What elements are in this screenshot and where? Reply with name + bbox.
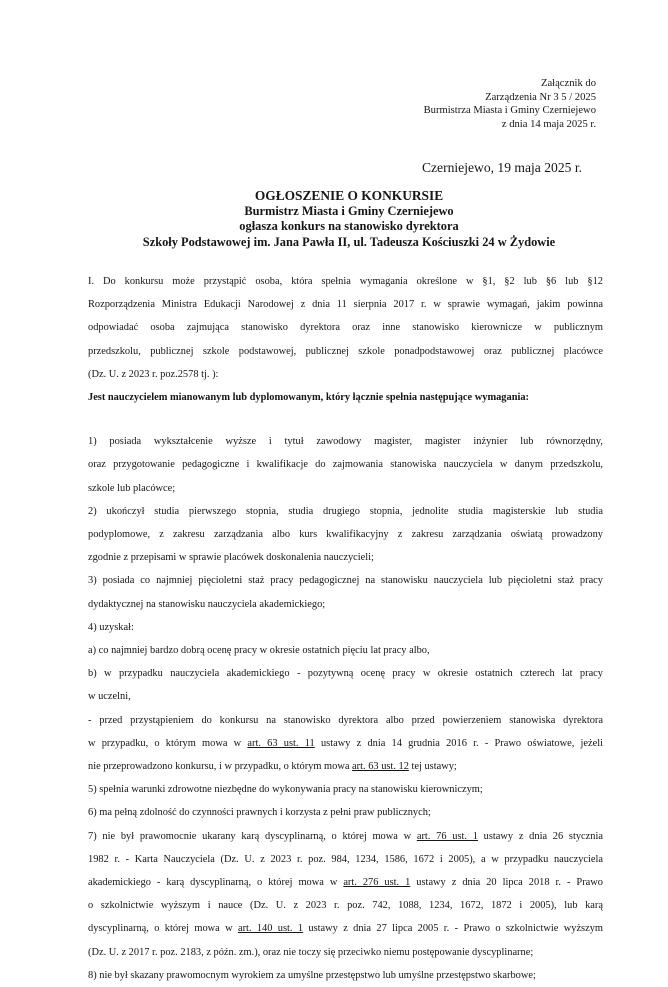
list-item-line: w uczelni, bbox=[88, 691, 131, 703]
place-and-date: Czerniejewo, 19 maja 2025 r. bbox=[421, 160, 582, 175]
text-span: w przypadku, o którym mowa w bbox=[88, 737, 248, 749]
annex-line: Załącznik do bbox=[540, 78, 596, 89]
heading-line: ogłasza konkurs na stanowisko dyrektora bbox=[239, 219, 459, 234]
intro-line: odpowiadać osoba zajmująca stanowisko dyrektora oraz inne stanowisko kierownicze w publicznym bbox=[88, 322, 603, 334]
heading-line: Burmistrz Miasta i Gminy Czerniejewo bbox=[244, 203, 454, 218]
text-span: 7) nie był prawomocnie ukarany karą dyscyplinarną, o której mowa w bbox=[88, 830, 417, 842]
list-item-line: 1) posiada wykształcenie wyższe i tytuł zawodowy magister, magister inżynier lub równorzędny, bbox=[88, 436, 603, 448]
annex-line: Burmistrza Miasta i Gminy Czerniejewo bbox=[423, 105, 596, 117]
list-item-line bbox=[88, 732, 603, 755]
list-item-line: o szkolnictwie wyższym i nauce (Dz. U. z 2023 r. poz. 742, 1088, 1234, 1672, 1872 i 2005), lub karą bbox=[88, 900, 603, 912]
annex-line: z dnia 14 maja 2025 r. bbox=[501, 118, 596, 130]
list-item-line bbox=[88, 917, 603, 940]
intro-line: przedszkolu, publicznej szkole podstawowej, publicznej szkole ponadpodstawowej oraz publicznej placówce bbox=[88, 345, 603, 357]
list-item-line: 3) posiada co najmniej pięcioletni staż pracy pedagogicznej na stanowisku nauczyciela lub pięcioletni staż pracy bbox=[88, 575, 603, 587]
text-span: nie przeprowadzono konkursu, i w przypadku, o którym mowa bbox=[88, 761, 353, 773]
legal-reference-link[interactable]: art. 63 ust. 12 bbox=[352, 761, 409, 773]
list-item-line: (Dz. U. z 2017 r. poz. 2183, z późn. zm.), oraz nie toczy się przeciwko niemu postępowanie dyscyplinarne; bbox=[88, 946, 534, 958]
intro-line: (Dz. U. z 2023 r. poz.2578 tj. ): bbox=[88, 368, 219, 380]
announcement-heading bbox=[0, 188, 668, 250]
text-span: ustawy z dnia 14 grudnia 2016 r. - Prawo oświatowe, jeżeli bbox=[314, 737, 604, 749]
list-item-line: - przed przystąpieniem do konkursu na stanowisko dyrektora albo przed powierzeniem stanowiska dyrektora bbox=[88, 714, 603, 726]
list-item-line: 4) uzyskał: bbox=[88, 621, 134, 633]
intro-line: Rozporządzenia Ministra Edukacji Narodowej z dnia 11 sierpnia 2017 r. w sprawie wymagań, jakim powinna bbox=[88, 299, 603, 311]
legal-reference-link[interactable]: art. 276 ust. 1 bbox=[343, 877, 411, 889]
legal-reference-link[interactable]: art. 140 ust. 1 bbox=[237, 923, 304, 935]
list-item-line: a) co najmniej bardzo dobrą ocenę pracy w okresie ostatnich pięciu lat pracy albo, bbox=[88, 645, 430, 657]
list-item-line: 5) spełnia warunki zdrowotne niezbędne do wykonywania pracy na stanowisku kierowniczym; bbox=[88, 784, 483, 796]
text-span: ustawy z dnia 27 lipca 2005 r. - Prawo o szkolnictwie wyższym bbox=[303, 923, 603, 935]
text-span: ustawy z dnia 26 stycznia bbox=[477, 830, 603, 842]
list-item-line bbox=[88, 755, 603, 778]
requirements-heading: Jest nauczycielem mianowanym lub dyplomowanym, który łącznie spełnia następujące wymagania: bbox=[88, 392, 530, 404]
annex-line: Zarządzenia Nr 3 5 / 2025 bbox=[485, 91, 596, 103]
text-span: dyscyplinarną, o której mowa w bbox=[88, 923, 238, 935]
list-item-line: oraz przygotowanie pedagogiczne i kwalifikacje do zajmowania stanowiska nauczyciela w danym przedszkolu, bbox=[88, 459, 603, 471]
list-item-line: b) w przypadku nauczyciela akademickiego - pozytywną ocenę pracy w okresie ostatnich czterech lat pracy bbox=[88, 668, 603, 680]
text-span: tej ustawy; bbox=[408, 761, 457, 773]
list-item-line: dydaktycznej na stanowisku nauczyciela akademickiego; bbox=[88, 598, 326, 610]
heading-title: OGŁOSZENIE O KONKURSIE bbox=[254, 188, 444, 203]
list-item-line: podyplomowe, z zakresu zarządzania albo kurs kwalifikacyjny z zakresu zarządzania oświatą prowadzony bbox=[88, 529, 603, 541]
list-item-line: 8) nie był skazany prawomocnym wyrokiem za umyślne przestępstwo lub umyślne przestępstwo skarbowe; bbox=[88, 969, 536, 981]
legal-reference-link[interactable]: art. 63 ust. 11 bbox=[247, 737, 315, 749]
legal-reference-link[interactable]: art. 76 ust. 1 bbox=[416, 830, 478, 842]
text-span: ustawy z dnia 20 lipca 2018 r. - Prawo bbox=[410, 877, 603, 889]
list-item-line: 6) ma pełną zdolność do czynności prawnych i korzysta z pełni praw publicznych; bbox=[88, 807, 431, 819]
list-item-line bbox=[88, 825, 603, 848]
list-item-line: 1982 r. - Karta Nauczyciela (Dz. U. z 2023 r. poz. 984, 1234, 1586, 1672 i 2005), a w przypadku nauczyciela bbox=[88, 853, 603, 865]
list-item-line: zgodnie z przepisami w sprawie placówek doskonalenia nauczycieli; bbox=[88, 552, 374, 564]
heading-line: Szkoły Podstawowej im. Jana Pawła II, ul. Tadeusza Kościuszki 24 w Żydowie bbox=[142, 234, 556, 249]
annex-note bbox=[424, 77, 596, 131]
list-item-line bbox=[88, 871, 603, 894]
document-body bbox=[88, 270, 603, 987]
intro-line: I. Do konkursu może przystąpić osoba, która spełnia wymagania określone w §1, §2 lub §6 lub §12 bbox=[88, 276, 603, 287]
spacer bbox=[88, 409, 603, 430]
text-span: akademickiego - karą dyscyplinarną, o której mowa w bbox=[88, 877, 344, 889]
list-item-line: szkole lub placówce; bbox=[88, 482, 176, 494]
list-item-line: 2) ukończył studia pierwszego stopnia, studia drugiego stopnia, jednolite studia magisterskie lub studia bbox=[88, 505, 603, 517]
